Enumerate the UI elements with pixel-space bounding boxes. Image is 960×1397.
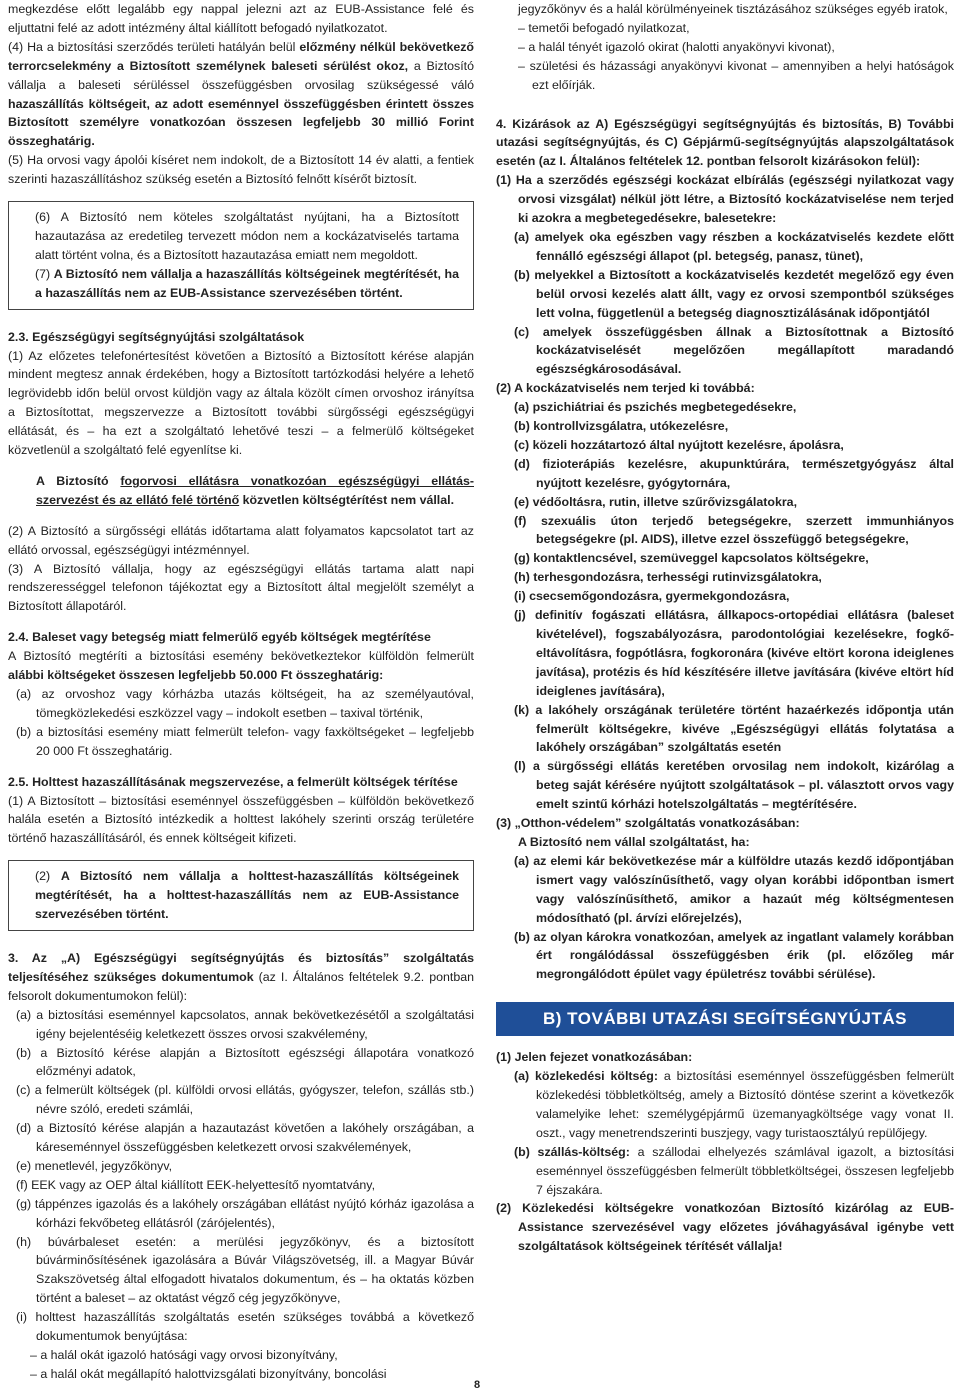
section-2-4-item-a: (a) az orvoshoz vagy kórházba utazás költségeit, ha az személyautóval, tömegközlekedési eszközzel vagy – indokolt esetben – taxival történik,: [16, 687, 474, 720]
section-2-4-lead: A Biztosító megtéríti a biztosítási esemény bekövetkeztekor külföldön felmerült alábbi költségeket összesen legfeljebb 50.000 Ft összeghatárig:: [8, 649, 474, 683]
section-b-item-1: (1) Jelen fejezet vonatkozásában:: [496, 1050, 693, 1065]
section-4-1-b: (b) melyekkel a Biztosított a kockázatviselés kezdetét megelőző egy éven belül orvosi kezelés alatt állt, vagy ez orvosi szempontból szükséges lett volna, függetlenül a betegség diagnosztizálásának időpontjától: [514, 267, 954, 320]
paragraph-7: (7) A Biztosító nem vállalja a hazaszállítás költségeinek megtérítését, ha a hazaszállítás nem az EUB-Assistance szervezésében történt.: [35, 266, 460, 300]
exclusion-box-2: [8, 860, 474, 931]
section-4-2-c: (c) közeli hozzátartozó által nyújtott kezelésre, ápolásra,: [514, 437, 844, 452]
doc-item-b: (b) a Biztosító kérése alapján a Biztosított egészségi állapotára vonatkozó előzményi adatok,: [16, 1045, 474, 1079]
section-4-3-b: (b) az olyan károkra vonatkozóan, amelyek az ingatlant valamely korábban ért rongálódással összefüggésben érik (pl. előzőleg már megrongálódott épület vagy épületrész további sérülése).: [514, 929, 954, 982]
section-2-4-item-b: (b) a biztosítási esemény miatt felmerült telefon- vagy faxköltségeket – legfeljebb 20 000 Ft összeghatárig.: [16, 724, 474, 758]
exclusion-box-1: [8, 201, 474, 310]
doc-item-i-dash-1: – a halál okát igazoló hatósági vagy orvosi bizonyítvány,: [30, 1348, 338, 1362]
section-4-1-a: (a) amelyek oka egészben vagy részben a kockázatviselés kezdete előtt fennálló egészségi állapot (pl. betegség, panasz, tünet),: [514, 229, 954, 263]
paragraph-4: (4) Ha a biztosítási szerződés területi hatályán belül előzmény nélkül bekövetkező terrorcselekmény a Biztosított személynek baleseti sérülést okoz, a Biztosító vállalja a baleseti sérüléssel összefüggésben orvosilag szükségessé váló hazaszállítás költségeit, az adott eseménnyel összefüggésben érintett összes Biztosított személyre vonatkozóan összesen legfeljebb 30 millió Forint összeghatárig.: [8, 39, 474, 149]
section-4-2-g: (g) kontaktlencsével, szemüveggel kapcsolatos költségekre,: [514, 551, 869, 566]
section-4-item-3: (3) „Otthon-védelem” szolgáltatás vonatkozásában:: [496, 816, 800, 831]
section-4-2-b: (b) kontrollvizsgálatra, utókezelésre,: [514, 419, 729, 434]
section-4-2-h: (h) terhesgondozásra, terhességi rutinvizsgálatokra,: [514, 570, 822, 585]
section-4-2-l: (l) a sürgősségi ellátás keretében orvosilag nem indokolt, kizárólag a beteg saját kérésére nyújtott szolgáltatások – pl. választott orvos vagy emelt szintű kórházi hotelszolgáltatás – megtérítésére.: [514, 759, 954, 812]
section-4-3-lead: A Biztosító nem vállal szolgáltatást, ha:: [518, 834, 750, 849]
section-b-1-b: (b) szállás-költség: a szállodai elhelyezés számlával igazolt, a biztosítási eseménnyel összefüggésben felmerült többletköltségei, összesen legfeljebb 7 éjszakára.: [514, 1144, 954, 1197]
page-number: 8: [474, 1379, 481, 1391]
section-4-item-1: (1) Ha a szerződés egészségi kockázat elbírálás (egészségi nyilatkozat vagy orvosi vizsgálat) nélkül jött létre, a Biztosító kockázatviselése nem terjed ki azokra a megbetegedésekre, balesetekre:: [496, 173, 954, 226]
section-4-2-d: (d) fizioterápiás kezelésre, akupunktúrára, természetgyógyász által nyújtott kezelésre, gyógytornára,: [514, 456, 954, 490]
section-2-5-p1: (1) A Biztosított – biztosítási eseménnyel összefüggésben – külföldön bekövetkező halála esetén a Biztosító intézkedik a holttest lakóhely szerinti ország területére történő hazaszállításáról, és ennek költségeit kifizeti.: [8, 793, 474, 846]
paragraph-5: (5) Ha orvosi vagy ápolói kíséret nem indokolt, de a Biztosított 14 év alatti, a fentiek szerinti hazaszállításhoz szükség esetén a Biztosító felnőtt kísérőt biztosít.: [8, 153, 474, 187]
continued-dash-3: – születési és házassági anyakönyvi kivonat – amennyiben a helyi hatóságok ezt előírják.: [518, 58, 954, 92]
continued-doc-line: jegyzőkönyv és a halál körülményeinek tisztázásához szükséges egyéb iratok,: [518, 2, 948, 16]
section-2-3-p2: (2) A Biztosító a sürgősségi ellátás időtartama alatt folyamatos kapcsolatot tart az ellátó orvossal, egészségügyi intézménnyel.: [8, 523, 474, 557]
section-4-item-2: (2) A kockázatviselés nem terjed ki továbbá:: [496, 381, 755, 396]
section-2-5-title: 2.5. Holttest hazaszállításának megszervezése, a felmerült költségek térítése: [8, 774, 458, 789]
right-column: [496, 0, 954, 1256]
section-4-title: 4. Kizárások az A) Egészségügyi segítségnyújtás és biztosítás, B) További utazási segítségnyújtás, és C) Gépjármű-segítségnyújtás alapszolgáltatások esetén (az I. Általános feltételek 12. pontban felsorolt kizárásokon felül):: [496, 116, 954, 169]
doc-item-d: (d) a Biztosító kérése alapján a hazautazást követően a lakóhely országában, a káreseménnyel összefüggésben keletkezett orvosi szakvélemények,: [16, 1121, 474, 1155]
section-4-1-c: (c) amelyek összefüggésben állnak a Biztosítottnak a Biztosító kockázatviselését megelőzően megállapított maradandó egészségkárosodásával.: [514, 324, 954, 377]
section-2-5-p2: (2) A Biztosító nem vállalja a holttest-hazaszállítás költségeinek megtérítését, ha a holttest-hazaszállítás nem az EUB-Assistance szervezésében történt.: [35, 869, 459, 922]
section-b-1-a: (a) közlekedési költség: a biztosítási eseménnyel összefüggésben felmerült közlekedési többletköltség, amely a Biztosító döntése szerint a következők valamelyike lehet: személygépjármű üzemanyagköltsége vagy vonat II. oszt., vagy menetrendszerinti buszjegy, vagy turistaosztályú repülőjegy.: [514, 1069, 954, 1140]
section-2-3-title: 2.3. Egészségügyi segítségnyújtási szolgáltatások: [8, 329, 305, 344]
doc-item-i: (i) holttest hazaszállítás szolgáltatás esetén szükséges továbbá a következő dokumentumok benyújtása:: [16, 1310, 474, 1344]
section-4-2-i: (i) csecsemőgondozásra, gyermekgondozásra,: [514, 589, 790, 604]
section-4-3-a: (a) az elemi kár bekövetkezése már a külföldre utazás kezdő időpontjában ismert vagy valószínűsíthető, vagy olyan korábbi időpontban ismert vagy valószínűsíthető, amikor a hazaút még költségmentesen módosítható (pl. árvízi előrejelzés),: [514, 853, 954, 925]
section-2-3-p3: (3) A Biztosító vállalja, hogy az egészségügyi ellátás tartama alatt napi rendszerességgel telefonon tájékoztat egy a Biztosított által megjelölt személyt a Biztosított állapotáról.: [8, 561, 474, 614]
doc-item-f: (f) EEK vagy az OEP által kiállított EEK-helyettesítő nyomtatvány,: [16, 1177, 376, 1192]
paragraph-6: (6) A Biztosító nem köteles szolgáltatást nyújtani, ha a Biztosított hazautazása az eredetileg tervezett módon nem a kockázatviselés tartama alatt történt volna, és a Biztosított hazautazása emiatt nem megoldott.: [35, 210, 459, 262]
doc-item-e: (e) menetlevél, jegyzőkönyv,: [16, 1158, 173, 1173]
section-4-2-f: (f) szexuális úton terjedő betegségekre, szerzett immunhiányos betegségekre (pl. AIDS), illetve ezzel összefüggő betegségekre,: [514, 513, 954, 547]
section-4-2-k: (k) a lakóhely országának területére történt hazaérkezés időpontja után felmerült költségekre, kivéve „Egészségügyi ellátás folytatása a lakóhely országában” szolgáltatás esetén: [514, 702, 954, 755]
dental-note: A Biztosító fogorvosi ellátásra vonatkozóan egészségügyi ellátás-szervezést és az ellátó felé történő közvetlen költségtérítést nem vállal.: [36, 473, 474, 507]
section-2-4-title: 2.4. Baleset vagy betegség miatt felmerülő egyéb költségek megtérítése: [8, 630, 431, 645]
doc-item-i-dash-2: – a halál okát megállapító halottvizsgálati bizonyítvány, boncolási: [30, 1366, 387, 1381]
section-2-3-p1: (1) Az előzetes telefonértesítést követően a Biztosító a Biztosított kérése alapján mindent megtesz annak érdekében, hogy a Biztosított tartózkodási helyére a lehető legrövidebb időn belül orvost küldjön vagy az általa közölt címen orvoshoz irányítsa a Biztosítottat, megszervezze a Biztosított további sürgősségi egészségügyi ellátását, és – ha ezt a szolgáltató lehetővé teszi – a felmerülő költségeket közvetlenül a szolgáltató felé egyenlítse ki.: [8, 348, 474, 458]
section-3-title: 3. Az „A) Egészségügyi segítségnyújtás és biztosítás” szolgáltatás teljesítéséhez szükséges dokumentumok (az I. Általános feltételek 9.2. pontban felsorolt dokumentumokon felül):: [8, 950, 474, 1003]
section-b-banner: B) TOVÁBBI UTAZÁSI SEGÍTSÉGNYÚJTÁS: [496, 1002, 954, 1036]
doc-item-g: (g) táppénzes igazolás és a lakóhely országában ellátást nyújtó kórház igazolása a kórházi fekvőbeteg ellátásról (zárójelentés),: [16, 1196, 474, 1230]
continued-dash-2: – a halál tényét igazoló okirat (halotti anyakönyvi kivonat),: [518, 39, 835, 54]
doc-item-a: (a) a biztosítási eseménnyel kapcsolatos, annak bekövetkezésétől a szolgáltatási igény bejelentéséig keletkezett összes orvosi szakvélemény,: [16, 1007, 474, 1041]
section-4-2-e: (e) védőoltásra, rutin, illetve szűrővizsgálatokra,: [514, 494, 798, 509]
doc-item-c: (c) a felmerült költségek (pl. külföldi orvosi ellátás, gyógyszer, telefon, szállás stb.) névre szóló, eredeti számlái,: [16, 1083, 474, 1117]
doc-item-h: (h) búvárbaleset esetén: a merülési jegyzőkönyv, és a biztosított búvárminősítésének igazolására a Búvár Világszövetség, ill. a Magyar Búvár Szakszövetség által elfogadott hivatalos dokumentum, és – ha oktatás közben történt a baleset – az oktatást végző cég jegyzőkönyve,: [16, 1234, 474, 1306]
section-4-2-j: (j) definitív fogászati ellátásra, állkapocs-ortopédiai ellátásra (baleset kivételével), fogszabályozásra, parodontológiai kezelésekre, fogkő-eltávolításra, fogpótlásra, fogkoronára (kivéve eltört korona ideiglenes javítása), protézis és híd készítésére illetve javítására (kivéve eltört híd ideiglenes javítására),: [514, 608, 954, 698]
section-b-item-2: (2) Közlekedési költségekre vonatkozóan Biztosító kizárólag az EUB-Assistance szervezésével vagy előzetes jóváhagyásával igénybe vett szolgáltatások költségeinek térítését vállalja!: [496, 1201, 954, 1254]
section-4-2-a: (a) pszichiátriai és pszichés megbetegedésekre,: [514, 400, 797, 415]
continued-dash-1: – temetői befogadó nyilatkozat,: [518, 20, 690, 35]
left-column: [8, 0, 474, 1384]
intro-paragraph: megkezdése előtt legalább egy nappal jelezni azt az EUB-Assistance felé és eljuttatni felé az adott intézmény által kiállított befogadó nyilatkozatot.: [8, 2, 474, 35]
